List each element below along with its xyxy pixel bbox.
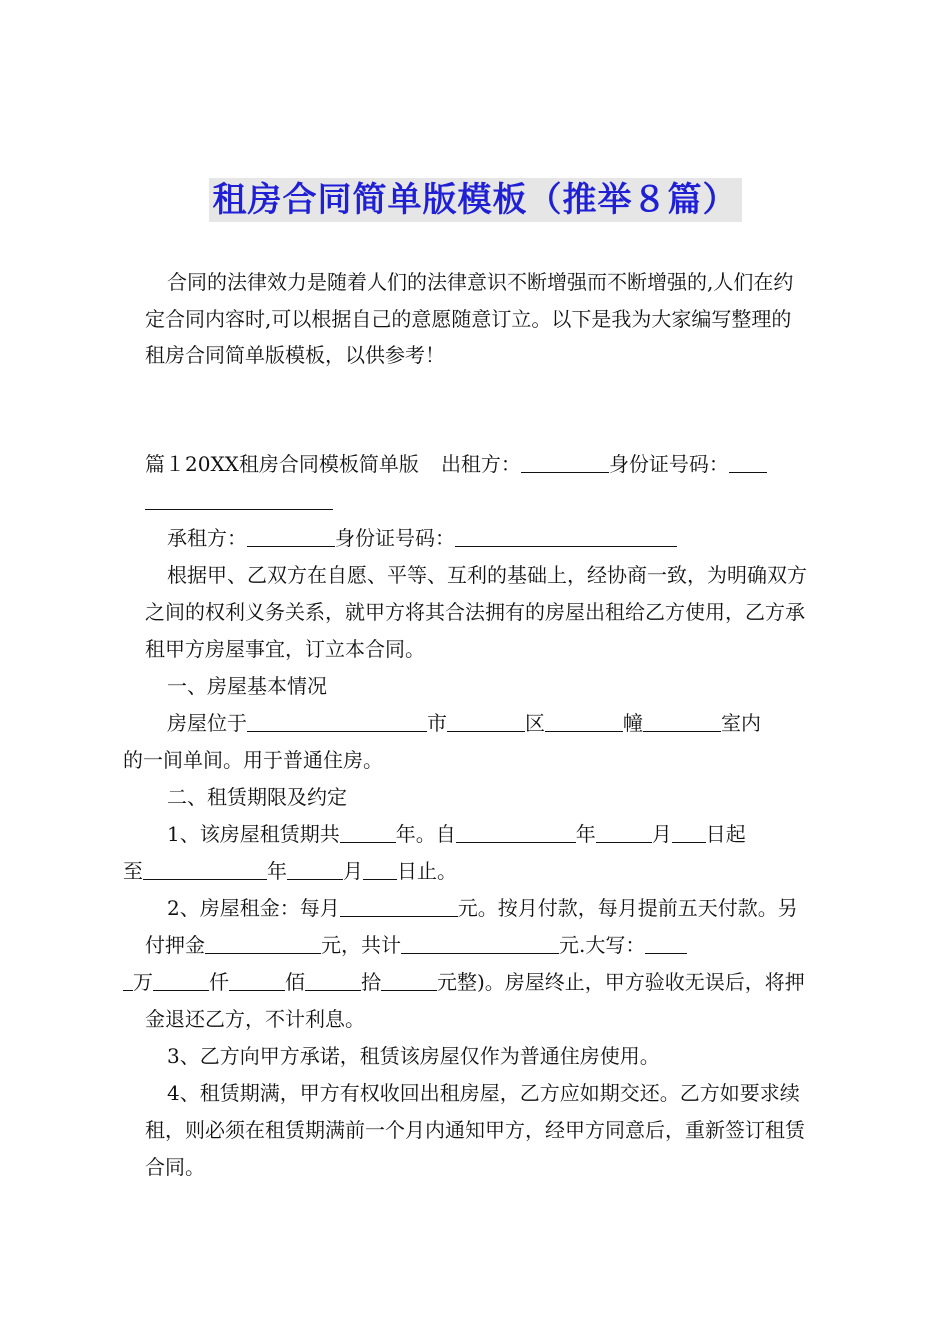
loc-building: 幢 bbox=[623, 710, 643, 735]
c1-h: 月 bbox=[343, 858, 363, 883]
loc-blank-address bbox=[247, 709, 427, 732]
lessor-id-label: 身份证号码： bbox=[608, 451, 729, 476]
document-body bbox=[123, 264, 810, 1186]
c2-e: 万 bbox=[133, 969, 153, 994]
loc-district: 区 bbox=[525, 710, 545, 735]
c1-f: 至 bbox=[123, 858, 143, 883]
loc-city: 市 bbox=[427, 710, 447, 735]
lessee-blank bbox=[247, 524, 335, 547]
c2-blank-bai bbox=[229, 968, 285, 991]
c2-blank-rent bbox=[340, 894, 458, 917]
basis-paragraph: 根据甲、乙双方在自愿、平等、互利的基础上，经协商一致，为明确双方之间的权利义务关系，就甲方将其合法拥有的房屋出租给乙方使用，乙方承租甲方房屋事宜，订立本合同。 bbox=[145, 562, 807, 661]
c1-d: 月 bbox=[651, 821, 672, 846]
c1-g: 年 bbox=[267, 858, 287, 883]
c1-i: 日止。 bbox=[397, 858, 457, 883]
c2-h: 拾 bbox=[361, 969, 381, 994]
location-paragraph bbox=[123, 705, 810, 779]
lessor-id-blank-2 bbox=[145, 487, 333, 510]
heading-lease-term: 二、租赁期限及约定 bbox=[167, 784, 347, 809]
heading-house-info: 一、房屋基本情况 bbox=[167, 673, 327, 698]
c1-b: 年。自 bbox=[395, 821, 456, 846]
c1-blank-start-year bbox=[456, 820, 576, 843]
c1-blank-end-month bbox=[287, 857, 343, 880]
lessee-id-label: 身份证号码： bbox=[335, 525, 455, 550]
lessee-label: 承租方： bbox=[167, 525, 247, 550]
loc-blank-city bbox=[447, 709, 525, 732]
loc-blank-building bbox=[643, 709, 721, 732]
loc-room: 室内 bbox=[721, 710, 761, 735]
c1-a: 1、该房屋租赁期共 bbox=[167, 821, 340, 846]
c2-i: 元整)。房屋终止，甲方验收无误后，将押金退还乙方，不计利息。 bbox=[145, 969, 805, 1031]
c1-blank-start-day bbox=[672, 820, 706, 843]
c2-b: 元。按月付款，每月提前五天付款。另付押金 bbox=[145, 895, 798, 957]
c2-blank-yuan bbox=[381, 968, 437, 991]
loc-tail: 的一间单间。用于普通住房。 bbox=[123, 747, 383, 772]
lessor-label: 出租方： bbox=[440, 451, 521, 476]
c1-c: 年 bbox=[575, 821, 596, 846]
c1-blank-end-year bbox=[143, 857, 267, 880]
c2-d: 元.大写： bbox=[559, 932, 646, 957]
loc-prefix: 房屋位于 bbox=[167, 710, 247, 735]
title-container bbox=[0, 178, 950, 222]
c2-blank-upper-1 bbox=[645, 931, 687, 954]
c2-blank-shi bbox=[305, 968, 361, 991]
c2-blank-deposit bbox=[205, 931, 321, 954]
lessor-blank bbox=[521, 450, 609, 473]
c2-a: 2、房屋租金：每月 bbox=[167, 895, 340, 920]
c2-c: 元，共计 bbox=[321, 932, 401, 957]
loc-blank-district bbox=[545, 709, 623, 732]
clause-3: 3、乙方向甲方承诺，租赁该房屋仅作为普通住房使用。 bbox=[167, 1043, 660, 1068]
c2-f: 仟 bbox=[209, 969, 229, 994]
intro-paragraph: 合同的法律效力是随着人们的法律意识不断增强而不断增强的,人们在约定合同内容时,可以根据自己的意愿随意订立。以下是我为大家编写整理的租房合同简单版模板，以供参考！ bbox=[145, 270, 794, 367]
clause-1 bbox=[123, 816, 810, 890]
c2-blank-upper-2 bbox=[123, 968, 133, 991]
clause-2 bbox=[133, 890, 810, 1038]
c1-e: 日起 bbox=[705, 821, 746, 846]
c2-blank-qian bbox=[153, 968, 209, 991]
lessee-id-blank bbox=[455, 524, 677, 547]
lessor-id-blank-1 bbox=[729, 450, 767, 473]
c1-blank-start-month bbox=[596, 820, 652, 843]
page-title: 租房合同简单版模板（推举８篇） bbox=[209, 178, 742, 222]
clause-4: 4、租赁期满，甲方有权收回出租房屋，乙方应如期交还。乙方如要求续租，则必须在租赁期满前一个月内通知甲方，经甲方同意后，重新签订租赁合同。 bbox=[145, 1080, 805, 1179]
c2-blank-total bbox=[401, 931, 559, 954]
c2-g: 佰 bbox=[285, 969, 305, 994]
c1-blank-end-day bbox=[363, 857, 397, 880]
c1-blank-years bbox=[340, 820, 396, 843]
section-1-header bbox=[145, 446, 810, 520]
lessee-line bbox=[145, 520, 810, 557]
section-1-heading: 篇１20XX租房合同模板简单版 bbox=[145, 451, 419, 476]
